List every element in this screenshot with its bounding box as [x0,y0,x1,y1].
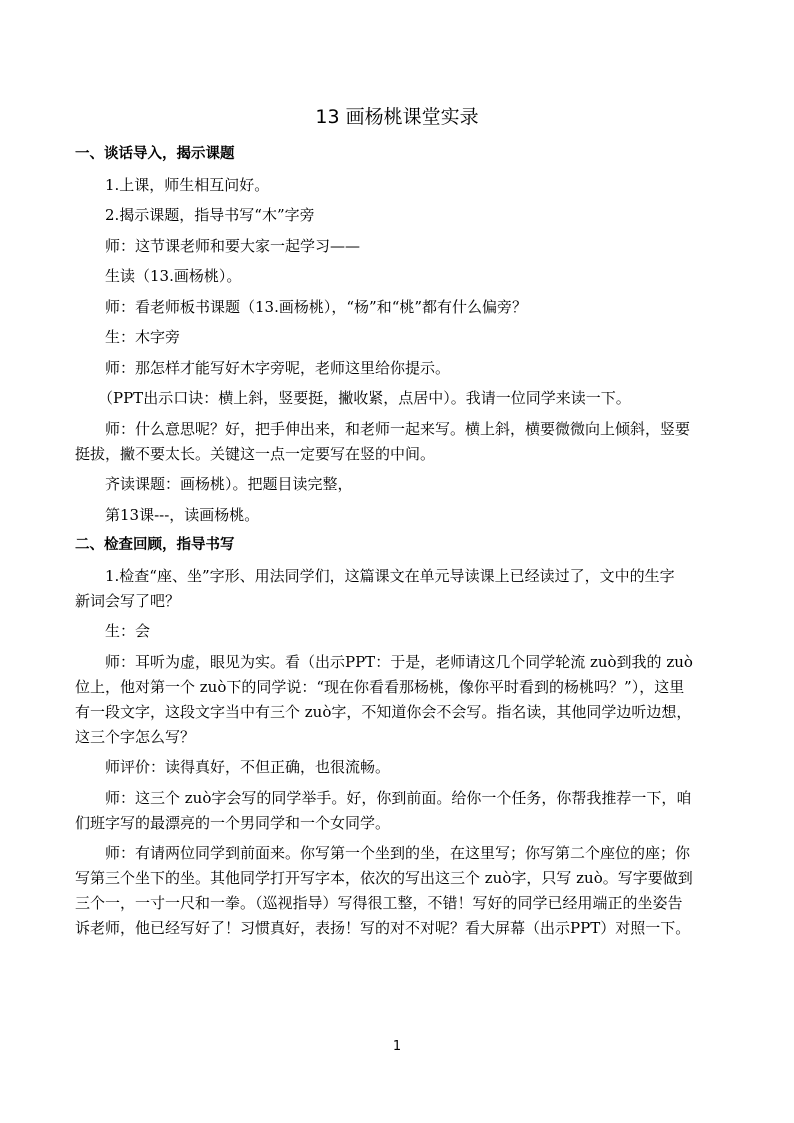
paragraph-line: 师评价：读得真好，不但正确，也很流畅。 [105,758,391,776]
paragraph-line: 诉老师，他已经写好了！习惯真好，表扬！写的对不对呢？看大屏幕（出示PPT）对照一下。 [75,919,691,937]
paragraph-line: 新词会写了吧？ [75,591,181,610]
paragraph-line: 们班字写的最漂亮的一个男同学和一个女同学。 [75,813,391,832]
paragraph-line: 写第三个坐下的坐。其他同学打开写字本，依次的写出这三个 zuò字，只写 zuò。写字要做到 [75,869,693,887]
paragraph-line: 师：这节课老师和要大家一起学习—— [105,236,361,255]
paragraph-line: 1.上课，师生相互问好。 [105,175,270,194]
paragraph-line: 生读（13.画杨桃）。 [105,267,242,285]
paragraph-line: 挺拔，撇不要太长。关键这一点一定要写在竖的中间。 [75,444,436,463]
paragraph-line: 位上，他对第一个 zuò下的同学说：“现在你看看那杨桃，像你平时看到的杨桃吗？”），这里 [75,677,685,696]
paragraph-line: 三个一，一寸一尺和一拳。（巡视指导）写得很工整，不错！写好的同学已经用端正的坐姿告 [75,894,683,912]
paragraph-line: 师：有请两位同学到前面来。你写第一个坐到的坐，在这里写；你写第二个座位的座；你 [105,844,691,862]
paragraph-line: 师：什么意思呢？好，把手伸出来，和老师一起来写。横上斜，横要微微向上倾斜，竖要 [105,419,691,438]
paragraph-line: 师：看老师板书课题（13.画杨桃），“杨”和“桃”都有什么偏旁？ [105,297,528,316]
paragraph-line: 师：耳听为虚，眼见为实。看（出示PPT：于是，老师请这几个同学轮流 zuò到我的 zuò [105,652,693,671]
paragraph-line: 生：会 [105,622,151,640]
document-body [75,142,723,941]
section-heading: 一、谈话导入，揭示课题 [75,146,235,162]
paragraph-line: 齐读课题：画杨桃）。把题目读完整， [105,475,353,493]
paragraph-line: 第13课---，读画杨桃。 [105,505,260,524]
paragraph-line: 1.检查“座、坐”字形、用法同学们，这篇课文在单元导读课上已经读过了，文中的生字 [105,566,675,585]
paragraph-line: 师：这三个 zuò字会写的同学举手。好，你到前面。给你一个任务，你帮我推荐一下，咱 [105,788,692,807]
section-heading: 二、检查回顾，指导书写 [75,537,235,553]
paragraph-line: 师：那怎样才能写好木字旁呢，老师这里给你提示。 [105,358,451,377]
paragraph-line: 2.揭示课题，指导书写“木”字旁 [105,206,315,224]
document-title: 13 画杨桃课堂实录 [315,106,479,128]
page-number: 1 [392,1039,402,1054]
paragraph-line: 这三个字怎么写？ [75,727,196,746]
paragraph-line: 有一段文字，这段文字当中有三个 zuò字，不知道你会不会写。指名读，其他同学边听边想， [75,702,692,721]
paragraph-line: （PPT出示口诀：横上斜，竖要挺，撇收紧，点居中）。我请一位同学来读一下。 [98,389,631,407]
paragraph-line: 生：木字旁 [105,328,181,346]
